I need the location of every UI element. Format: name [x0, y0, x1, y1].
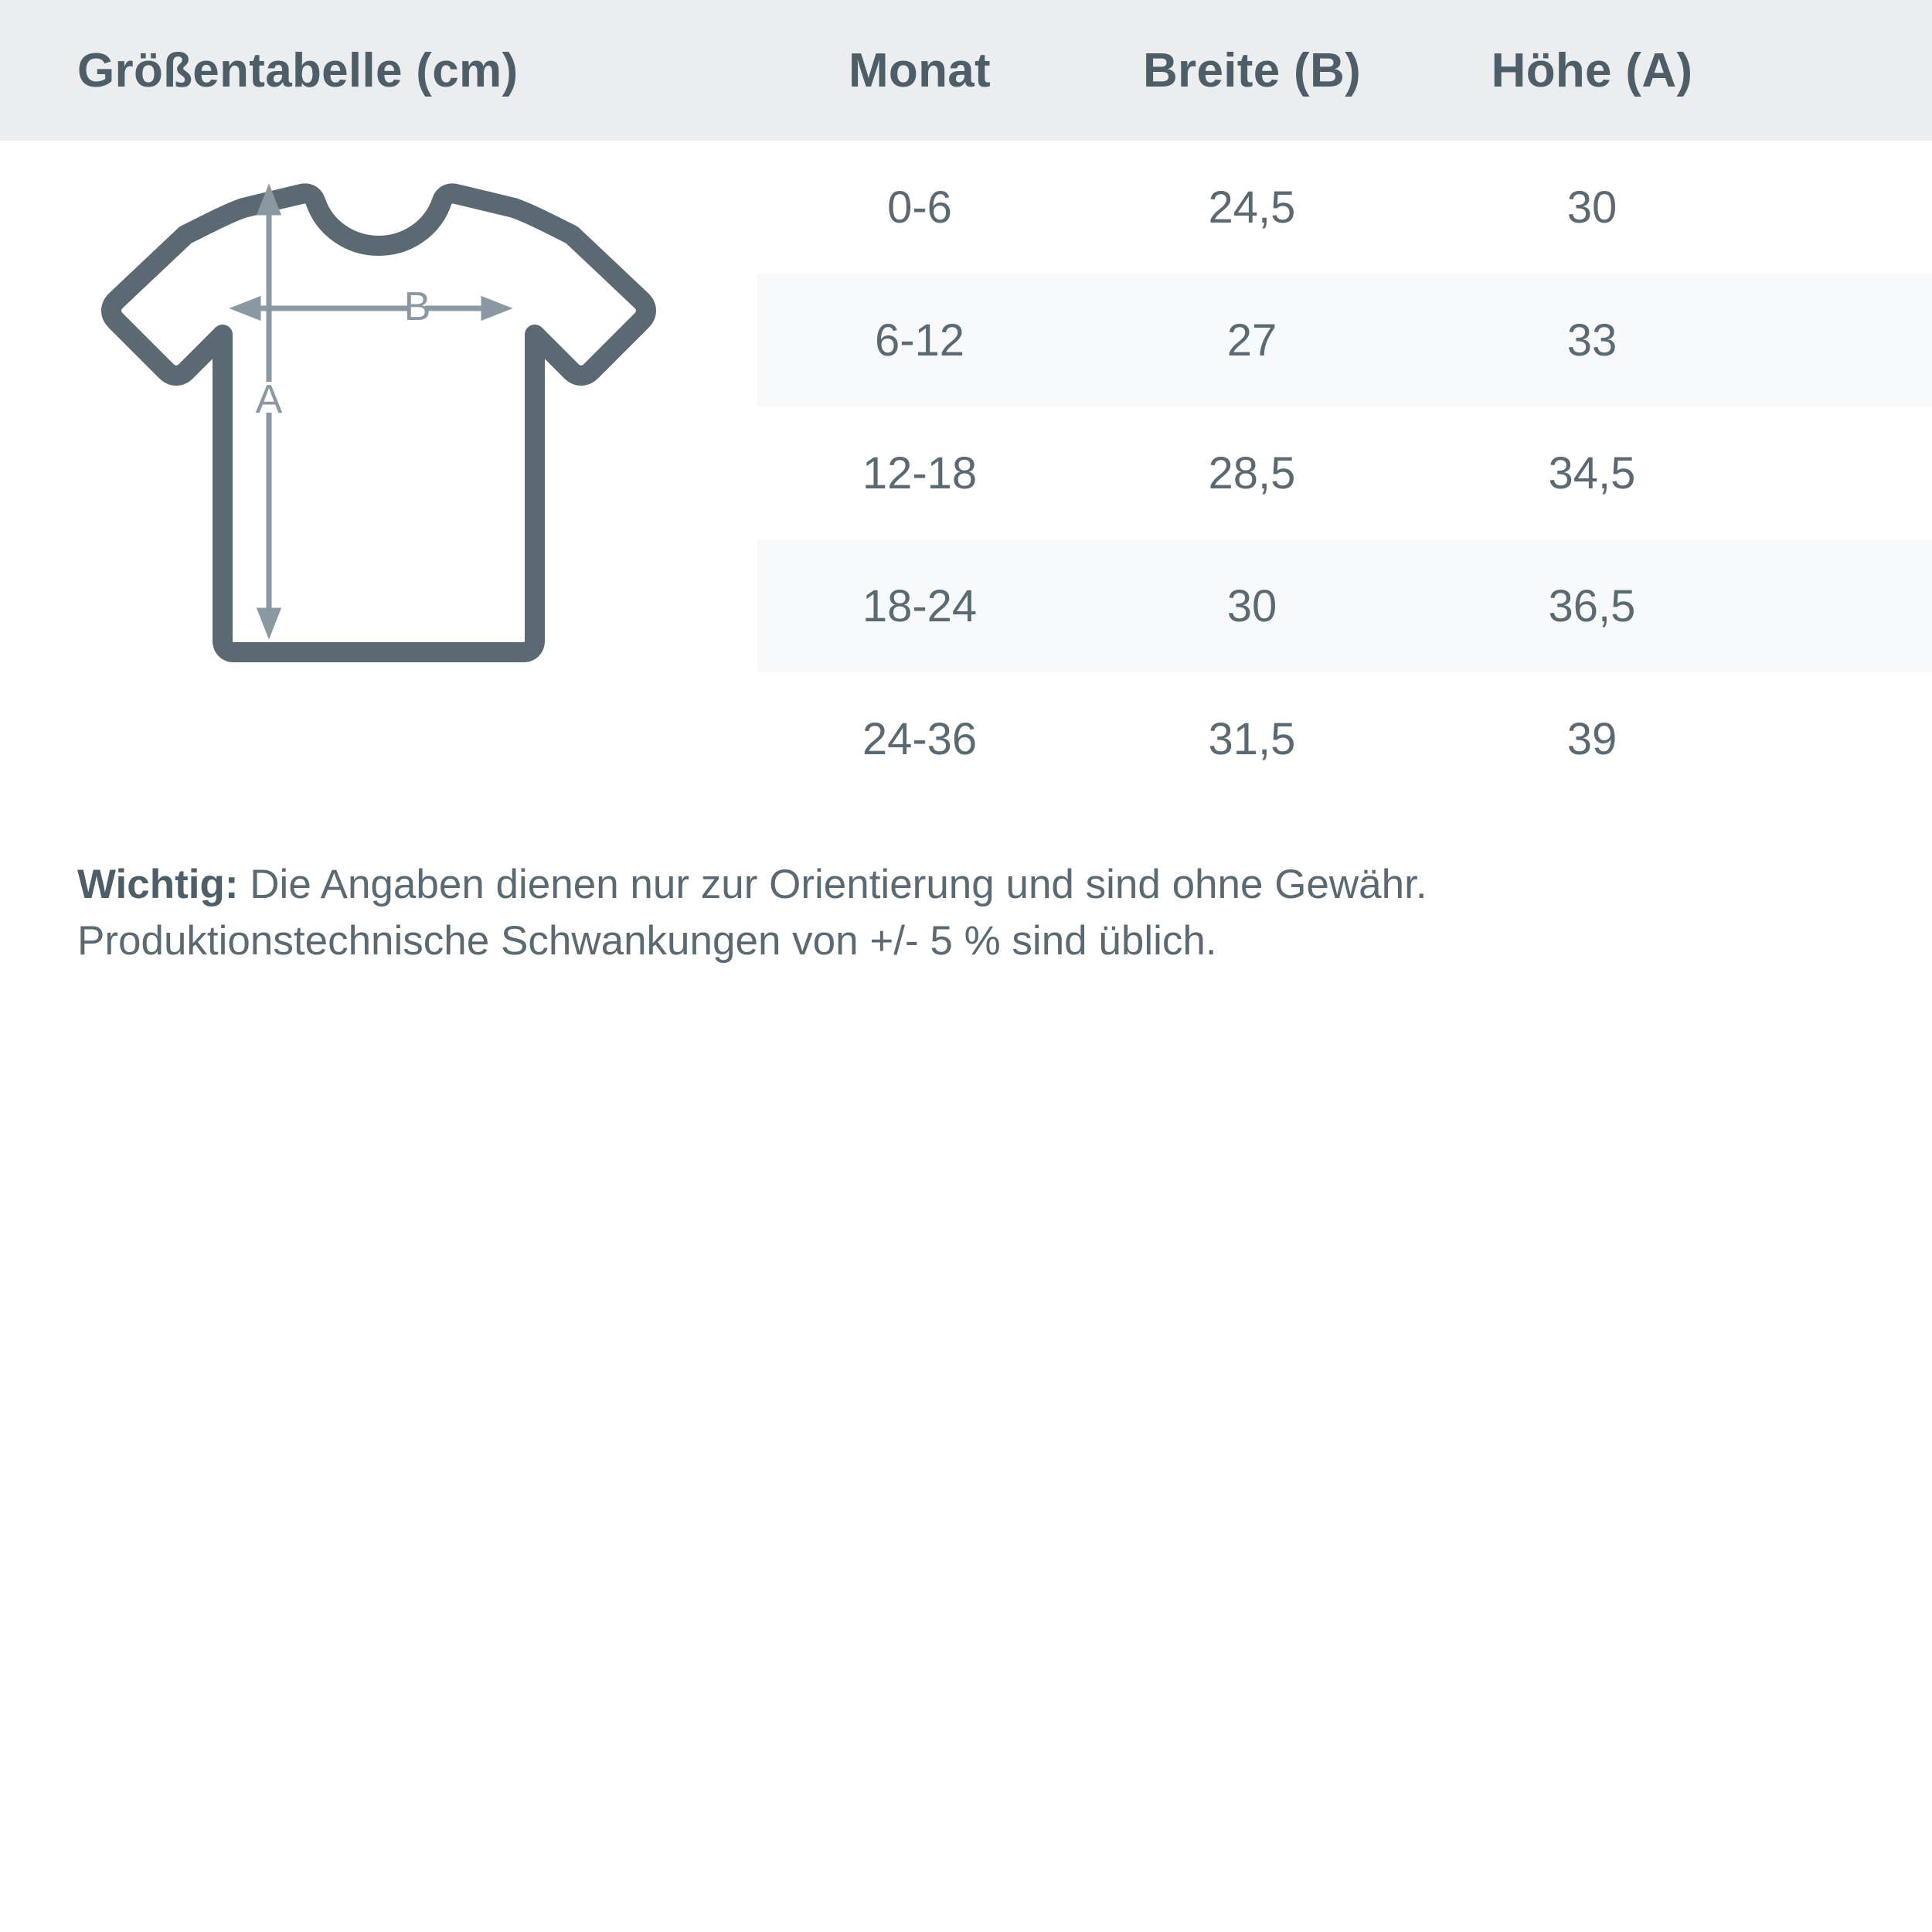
column-header-month: Monat: [848, 43, 992, 97]
disclaimer-line-1: Die Angaben dienen nur zur Orientierung und sind ohne Gewähr.: [238, 862, 1427, 907]
cell-spacer: [1762, 141, 1932, 274]
cell-height: 30: [1566, 182, 1617, 233]
label-height: A: [255, 377, 283, 422]
disclaimer-line-2: Produktionstechnische Schwankungen von +/- 5 % sind üblich.: [77, 918, 1217, 964]
cell-width: 27: [1226, 315, 1277, 366]
cell-month: 24-36: [862, 713, 978, 764]
cell-height: 34,5: [1548, 447, 1636, 498]
cell-spacer: [1762, 274, 1932, 406]
table-head: [0, 0, 1932, 141]
cell-spacer: [1762, 406, 1932, 539]
cell-height: 39: [1566, 713, 1617, 764]
cell-width: 24,5: [1208, 182, 1296, 233]
page-title: Größentabelle (cm): [77, 43, 519, 97]
cell-month: 18-24: [862, 580, 978, 631]
cell-width: 31,5: [1208, 713, 1296, 764]
table-body: [0, 141, 1932, 805]
label-width: B: [403, 284, 431, 329]
disclaimer-label: Wichtig:: [77, 862, 239, 907]
column-header-spacer: [1762, 0, 1932, 141]
cell-month: 12-18: [862, 447, 978, 498]
shirt-diagram-cell: [0, 141, 757, 805]
cell-height: 33: [1566, 315, 1617, 366]
width-arrow: [236, 300, 505, 317]
column-header-height: Höhe (A): [1491, 43, 1693, 97]
cell-spacer: [1762, 672, 1932, 805]
table-row: [0, 141, 1932, 274]
disclaimer-note: [77, 856, 1855, 969]
cell-spacer: [1762, 539, 1932, 672]
size-table: [0, 0, 1932, 805]
cell-height: 36,5: [1548, 580, 1636, 631]
cell-month: 0-6: [887, 182, 952, 233]
cell-width: 28,5: [1208, 447, 1296, 498]
cell-month: 6-12: [874, 315, 965, 366]
cell-width: 30: [1226, 580, 1277, 631]
column-header-width: Breite (B): [1142, 43, 1362, 97]
table-header-row: [0, 0, 1932, 141]
tshirt-icon: [93, 158, 665, 699]
size-table-container: [0, 0, 1932, 805]
